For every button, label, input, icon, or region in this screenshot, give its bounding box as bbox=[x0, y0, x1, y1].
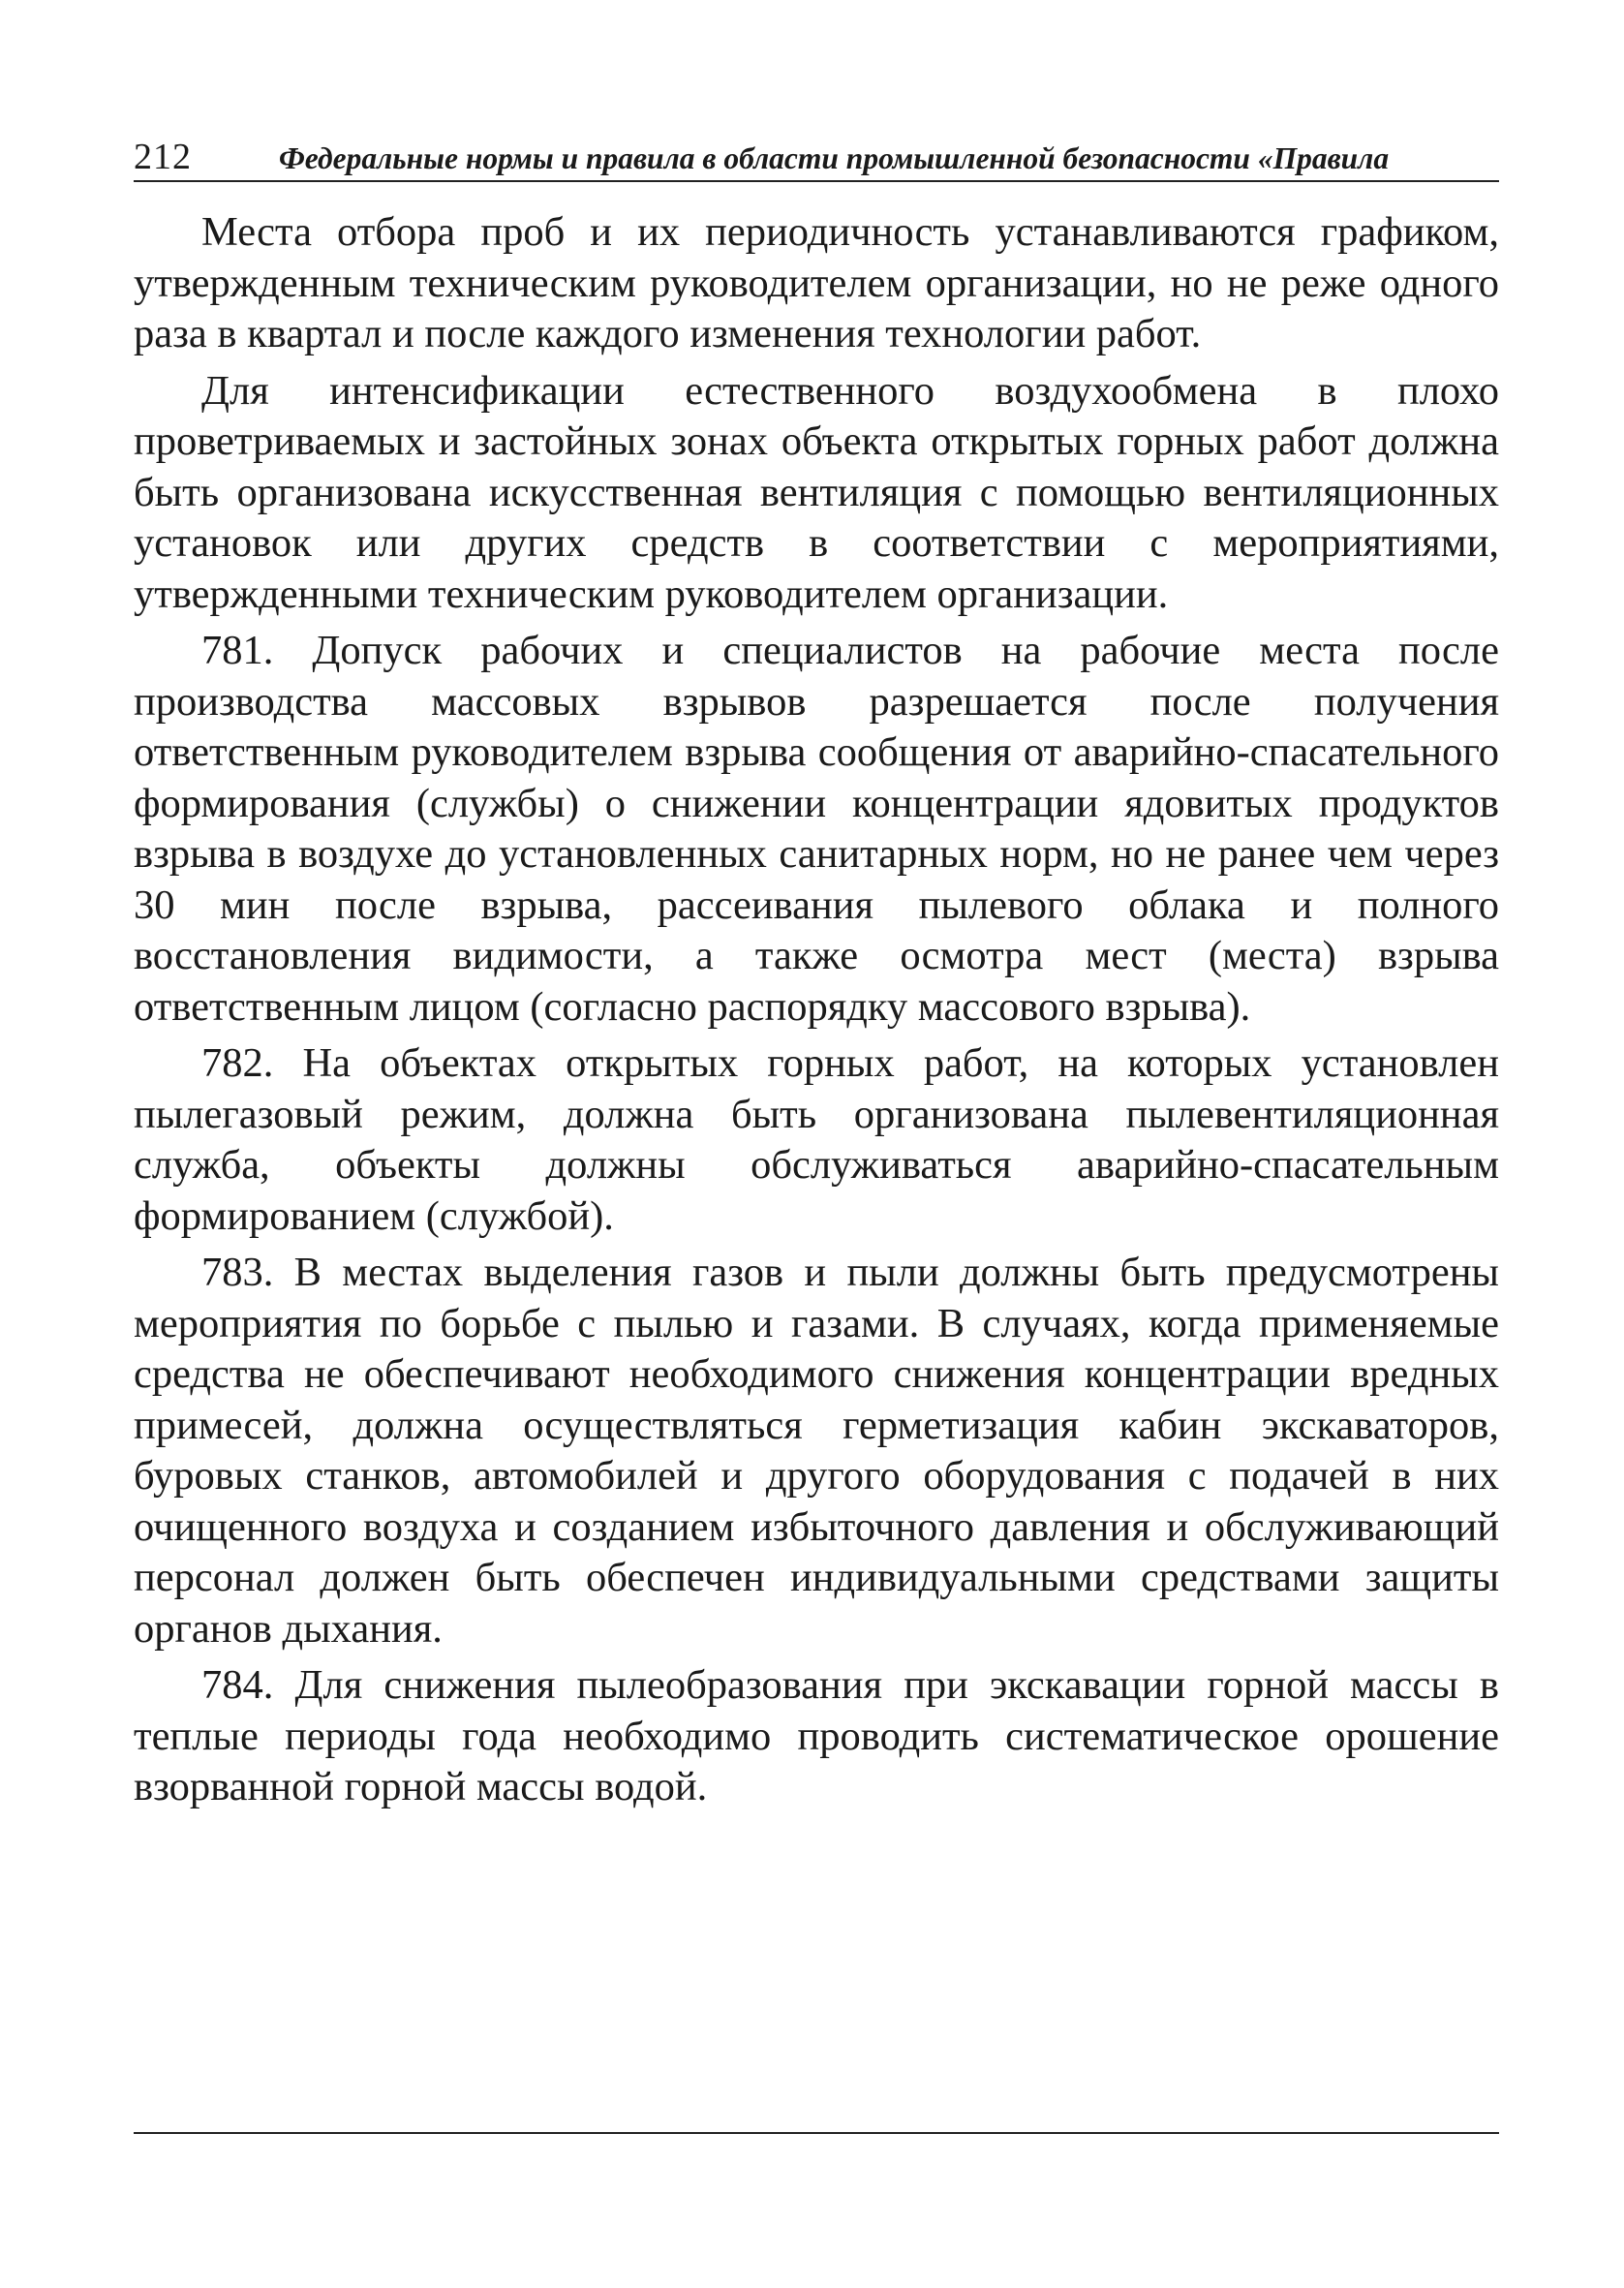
paragraph-784: 784. Для снижения пылеобразования при экскавации горной массы в теплые периоды года необходимо проводить систематическое орошение взорванной горной массы водой. bbox=[134, 1662, 1499, 1809]
running-header bbox=[134, 136, 1499, 182]
paragraph-sampling-schedule: Места отбора проб и их периодичность устанавливаются графиком, утвержденным техническим руководителем организации, но не реже одного раза в квартал и после каждого изменения технологии работ. bbox=[134, 209, 1499, 356]
bottom-rule bbox=[134, 2132, 1499, 2134]
book-page bbox=[134, 136, 1499, 1819]
paragraph-782: 782. На объектах открытых горных работ, на которых установлен пылегазовый режим, должна быть организована пылевентиляционная служба, объекты должны обслуживаться аварийно-спасательным формированием (службой). bbox=[134, 1040, 1499, 1239]
paragraph-781: 781. Допуск рабочих и специалистов на рабочие места после производства массовых взрывов разрешается после получения ответственным руководителем взрыва сообщения от аварийно-спасательного формирования (службы) о снижении концентрации ядовитых продуктов взрыва в воздухе до установленных санитарных норм, но не ранее чем через 30 мин после взрыва, рассеивания пылевого облака и полного восстановления видимости, а также осмотра мест (места) взрыва ответственным лицом (согласно распорядку массового взрыва). bbox=[134, 628, 1499, 1030]
paragraph-artificial-ventilation: Для интенсификации естественного воздухообмена в плохо проветриваемых и застойных зонах объекта открытых горных работ должна быть организована искусственная вентиляция с помощью вентиляционных установок или других средств в соответствии с мероприятиями, утвержденными техническим руководителем организации. bbox=[134, 367, 1499, 617]
body-text bbox=[134, 207, 1499, 1813]
header-title: Федеральные нормы и правила в области промышленной безопасности «Правила bbox=[279, 141, 1390, 175]
paragraph-783: 783. В местах выделения газов и пыли должны быть предусмотрены мероприятия по борьбе с пылью и газами. В случаях, когда применяемые средства не обеспечивают необходимого снижения концентрации вредных примесей, должна осуществляться герметизация кабин экскаваторов, буровых станков, автомобилей и другого оборудования с подачей в них очищенного воздуха и созданием избыточного давления и обслуживающий персонал должен быть обеспечен индивидуальными средствами защиты органов дыхания. bbox=[134, 1250, 1499, 1652]
page-number: 212 bbox=[134, 137, 192, 177]
